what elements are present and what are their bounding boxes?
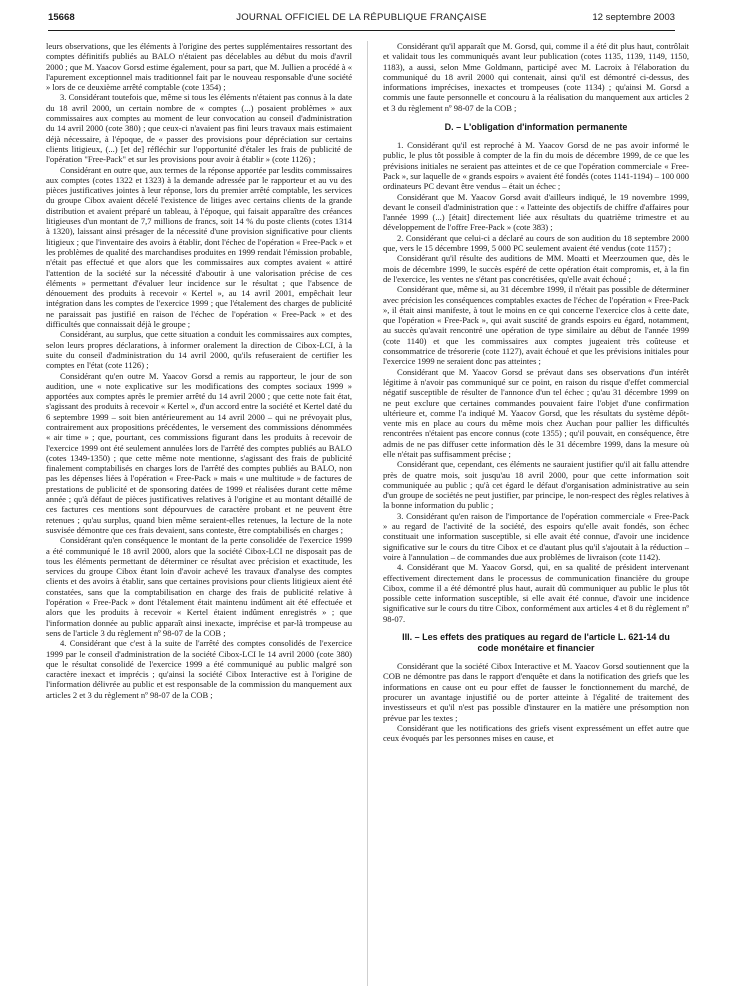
paragraph: Considérant en outre que, aux termes de la réponse apportée par lesdits commissaires aux comptes (cotes 1322 et 1323) à la demande adressée par le rapporteur et au vu des pièces justificatives jointes à leur réponse, lors du premier arrêté comptable, les services du groupe Cibox avaient décelé l'existence de litiges avec certains clients de la grande distribution et avaient préparé un tableau, à l'époque, qui faisait apparaître des créances litigieuses d'un montant de 7,7 millions de francs, soit 14 % du poste clients (cotes 1314 à 1320), laissant ainsi présager de la nécessité d'une provision significative pour clients litigieux ; que l'inventaire des avoirs à établir, dont l'échec de l'opération « Free-Pack » et les problèmes de qualité des marchandises produites en 1999 rendait l'émission probable, n'était pas effectué et que alors que les commissaires aux comptes avaient « attiré l'attention de la société sur la nécessité d'aboutir à une valorisation précise de ces éléments » permettant d'évaluer leur incidence sur le résultat ; que l'absence de dénouement des produits à recevoir « Kertel », au 14 avril 2001, empêchait leur intégration dans les comptes de l'exercice 1999 ; que l'étalement des charges de publicité ne paraissait pas justifié en raison de l'échec de l'opération « Free-Pack » et des difficultés que connaissait déjà le groupe ; <box>46 164 352 330</box>
paragraph: Considérant qu'il résulte des auditions de MM. Moatti et Meerzoumen que, dès le mois de décembre 1999, le succès espéré de cette opération était compromis, et, à la fin de l'exercice, les ventes ne s'étant pas concrétisées, qu'elle avait échoué ; <box>383 253 689 284</box>
page-number: 15668 <box>48 12 75 23</box>
paragraph: Considérant qu'il apparaît que M. Gorsd, qui, comme il a été dit plus haut, contrôlait et validait tous les communiqués avant leur publication (cotes 1135, 1139, 1149, 1150, 1183), a aussi, selon Mme Goldmann, participé avec M. Lacroix à l'élaboration du communiqué du 18 avril 2000 qui contenait, ainsi qu'il est démontré ci-dessus, des informations imprécises, inexactes et trompeuses (cote 1134) ; qu'ainsi M. Gorsd a commis une faute personnelle et concouru à la réalisation du manquement aux articles 2 et 3 du règlement nº 98-07 de la COB ; <box>383 41 689 113</box>
paragraph: 3. Considérant toutefois que, même si tous les éléments n'étaient pas connus à la date du 18 avril 2000, un certain nombre de « comptes (...) posaient problèmes » aux commissaires aux comptes au moment de leur convocation au conseil d'administration du 14 avril 2000 (cote 380) ; que ceux-ci n'avaient pas fini leurs travaux mais estimaient déjà nécessaire, à l'époque, de « passer des provisions pour dépréciation sur certains clients litigieux, (...) [et de] réfléchir sur l'opportunité d'étaler les frais de publicité de l'opération "Free-Pack" et sur les provisions pour avoir à établir » (cote 1126) ; <box>46 92 352 165</box>
paragraph: 2. Considérant que celui-ci a déclaré au cours de son audition du 18 septembre 2000 que, vers le 15 décembre 1999, 5 000 PC seulement avaient été vendus (cote 1157) ; <box>383 232 689 254</box>
paragraph: 4. Considérant que M. Yaacov Gorsd, qui, en sa qualité de président intervenant effectivement directement dans le processus de communication financière du groupe Cibox, comme il a été démontré plus haut, aurait dû communiquer au public le plus tôt possible cette information susceptible, si elle avait été connue, d'avoir une incidence significative sur le cours du titre Cibox, conformément aux articles 4 et 8 du règlement nº 98-07. <box>383 562 689 624</box>
column-separator <box>367 41 368 986</box>
section-heading-iii: III. – Les effets des pratiques au regard de l'article L. 621-14 du code monétaire et financier <box>402 632 670 654</box>
paragraph: Considérant que M. Yaacov Gorsd avait d'ailleurs indiqué, le 19 novembre 1999, devant le conseil d'administration que : « l'atteinte des objectifs de chiffre d'affaires pour l'année 1999 (...) [était] directement liée aux résultats du quatrième trimestre et au développement de l'offre Free-Pack » (cote 383) ; <box>383 191 689 233</box>
header-rule <box>48 30 675 31</box>
paragraph: 4. Considérant que c'est à la suite de l'arrêté des comptes consolidés de l'exercice 1999 par le conseil d'administration de la société Cibox-LCI le 14 avril 2000 (cote 380) que le résultat consolidé de l'exercice 1999 a été communiqué au public malgré son caractère inexact et imprécis ; qu'ainsi la société Cibox Interactive est à l'origine de l'information délivrée au public et est responsable de la commission du manquement aux articles 2 et 3 du règlement nº 98-07 de la COB ; <box>46 638 352 700</box>
paragraph: Considérant que M. Yaacov Gorsd se prévaut dans ses observations d'un intérêt légitime à n'avoir pas communiqué sur ce point, en raison du risque d'effet commercial négatif susceptible de résulter de l'annonce d'un tel échec ; qu'au 31 décembre 1999 on ne peut exclure que certaines commandes pouvaient faire l'objet d'une confirmation ultérieure et, comme l'a indiqué M. Yaacov Gorsd, que les résultats du système dépôt-vente mis en place au cours du même mois chez Auchan pour pallier les difficultés rencontrées n'étaient pas encore connus (cote 1355) ; qu'il pouvait, en conséquence, être admis de ne pas diffuser cette information dès le 31 décembre 1999, dans la mesure où elle n'était pas suffisamment précise ; <box>383 366 689 459</box>
paragraph: Considérant, au surplus, que cette situation a conduit les commissaires aux comptes, selon leurs propres déclarations, à informer oralement la direction de Cibox-LCI, à la suite du conseil d'administration du 14 avril 2000, qu'ils refuseraient de certifier les comptes en l'état (cote 1126) ; <box>46 329 352 371</box>
paragraph: Considérant que la société Cibox Interactive et M. Yaacov Gorsd soutiennent que la COB ne démontre pas dans le rapport d'enquête et dans la notification des griefs que les informations en cause ont eu pour effet de fausser le fonctionnement du marché, de procurer un avantage injustifié ou de porter atteinte à l'égalité de traitement des investisseurs et qu'il n'est pas possible d'instaurer en la matière une présomption non prévue par les textes ; <box>383 661 689 723</box>
paragraph: Considérant qu'en conséquence le montant de la perte consolidée de l'exercice 1999 a été communiqué le 18 avril 2000, alors que la société Cibox-LCI ne disposait pas de tous les éléments permettant de déterminer ce résultat avec précision et exactitude, les services du groupe Cibox étant loin d'avoir achevé les travaux d'analyse des comptes clients et des avoirs à établir, sans que certaines provisions pour clients litigieux aient été constatées, sans que la comptabilisation en charge des frais de publicité relative à l'opération « Free-Pack » dont l'étalement était maintenu indûment ait été effectuée et alors que les produits à recevoir « Kertel étaient indûment enregistrés » ; que l'information donnée au public apparaît ainsi inexacte, imprécise et par-là trompeuse au sens de l'article 3 du règlement nº 98-07 de la COB ; <box>46 535 352 638</box>
journal-title: JOURNAL OFFICIEL DE LA RÉPUBLIQUE FRANÇAISE <box>236 12 487 23</box>
right-column <box>383 41 689 743</box>
paragraph: 3. Considérant qu'en raison de l'importance de l'opération commerciale « Free-Pack » au regard de l'activité de la société, des espoirs qu'elle avait fondés, son échec constituait une information susceptible, si elle avait été connue, d'avoir une incidence significative sur le cours du titre Cibox et ce d'autant plus qu'il s'ajoutait à la réduction – voire à l'annulation – de commandes due aux problèmes de livraison (cote 1142). <box>383 510 689 562</box>
page-header <box>48 12 675 26</box>
paragraph: Considérant que, même si, au 31 décembre 1999, il n'était pas possible de déterminer avec précision les conséquences comptables exactes de l'échec de l'opération « Free-Pack », il était ainsi manifeste, à tout le moins en ce qui concerne l'exercice clos à cette date, que l'opération « Free-Pack », qui avait suscité de grands espoirs eu égard, notamment, au succès qu'avait rencontré une opération de type similaire au début de l'année 1999 (cote 1140) et que les commissaires aux comptes jugeaient très coûteuse et consommatrice de trésorerie (cote 1127), avait échoué et que les prévisions initiales pour l'exercice 1999 ne seraient donc pas atteintes ; <box>383 284 689 367</box>
paragraph: Considérant que, cependant, ces éléments ne sauraient justifier qu'il ait fallu attendre près de quatre mois, soit jusqu'au 18 avril 2000, pour que cette information soit communiquée au public ; qu'à cet égard le défaut d'organisation administrative au sein d'un groupe de sociétés ne peut justifier, par principe, le non-respect des règles relatives à la bonne information du public ; <box>383 459 689 511</box>
paragraph: Considérant qu'en outre M. Yaacov Gorsd a remis au rapporteur, le jour de son audition, une « note explicative sur les modifications des comptes sociaux 1999 » apportées aux comptes après le premier arrêté du 14 avril 2000 ; que cette note fait état, s'agissant des produits à recevoir « Kertel », d'un accord entre la société et Kertel daté du 6 septembre 1999 – soit bien antérieurement au 14 avril 2000 – qui ne prévoyait plus, contrairement aux propositions précédentes, le versement des commissions dénommées « air time » ; que, pourtant, ces commissions figurant dans les produits à recevoir de l'exercice 1999 ont été seulement annulées lors de l'arrêté des comptes publiés au BALO (cotes 1349-1350) ; que cette même note mentionne, s'agissant des frais de publicité finalement comptabilisés en charges lors de l'arrêté des comptes publiés au BALO, non pas les dépenses liées à l'opération « Free-Pack » mais « une multitude » de factures de prestations de publicité et de sponsoring datées de 1999 et réalisées durant cette même année ; qu'à défaut de pièces justificatives relatives à l'origine et au montant détaillé de ces factures ces mentions sont dépourvues de caractère probant et ne peuvent être retenues ; qu'au surplus, quand bien même seraient-elles retenues, la lecture de la note susvisée démontre que ces frais devaient, sans conteste, être comptabilisés en charges ; <box>46 370 352 535</box>
paragraph: leurs observations, que les éléments à l'origine des pertes supplémentaires ressortant des comptes définitifs publiés au BALO n'étaient pas décelables au début du mois d'avril 2000 ; que M. Yaacov Gorsd estime également, pour sa part, que M. Jullien a procédé à « l'apurement exceptionnel mais traditionnel fait par le nouveau responsable d'une société » lors de ce deuxième arrêté comptable (cote 1354) ; <box>46 41 352 93</box>
publication-date: 12 septembre 2003 <box>592 12 675 23</box>
paragraph: Considérant que les notifications des griefs visent expressément un effet autre que ceux évoqués par les personnes mises en cause, et <box>383 722 689 744</box>
section-heading-d: D. – L'obligation d'information permanente <box>444 122 628 133</box>
left-column <box>46 41 352 700</box>
paragraph: 1. Considérant qu'il est reproché à M. Yaacov Gorsd de ne pas avoir informé le public, le plus tôt possible à compter de la fin du mois de décembre 1999, de ce que les prévisions initiales ne seraient pas atteintes et de ce que l'opération commerciale « Free-Pack », sur laquelle de « grands espoirs » avaient été fondés (cotes 1141-1194) – 100 000 ordinateurs PC devant être vendus – était un échec ; <box>383 140 689 192</box>
